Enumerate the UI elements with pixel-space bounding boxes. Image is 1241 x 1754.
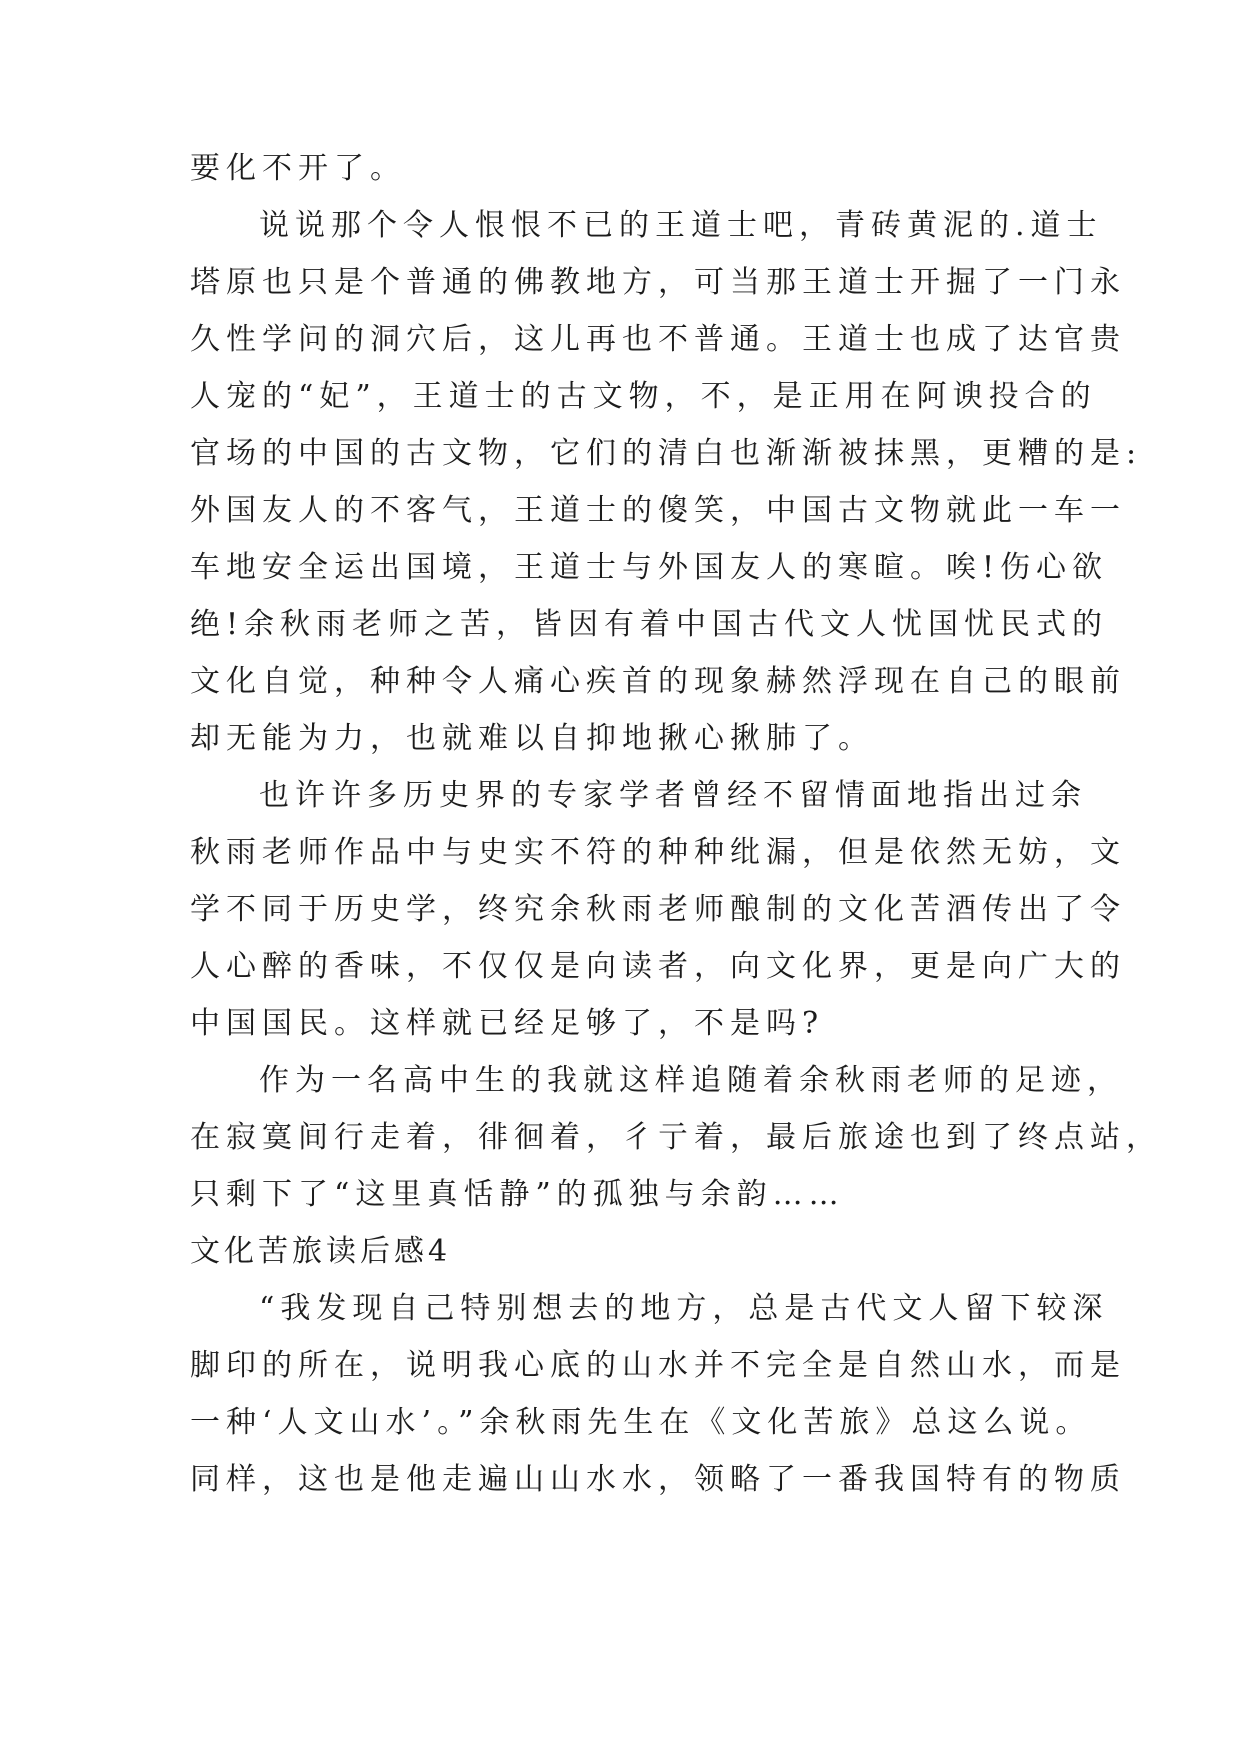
text-line: 久性学问的洞穴后，这儿再也不普通。王道士也成了达官贵 <box>190 322 1126 357</box>
text-line: 要化不开了。 <box>190 151 406 186</box>
paragraph-first-line: 作为一名高中生的我就这样追随着余秋雨老师的足迹， <box>259 1063 1123 1098</box>
paragraph-first-line: 也许许多历史界的专家学者曾经不留情面地指出过余 <box>259 778 1087 813</box>
text-line: 秋雨老师作品中与史实不符的种种纰漏，但是依然无妨，文 <box>190 835 1126 870</box>
text-line: 只剩下了“这里真恬静”的孤独与余韵…… <box>190 1177 845 1212</box>
text-line: 官场的中国的古文物，它们的清白也渐渐被抹黑，更糟的是: <box>190 436 1143 471</box>
paragraph-first-line: 说说那个令人恨恨不已的王道士吧，青砖黄泥的.道士 <box>259 208 1103 243</box>
text-line: 人心醉的香味，不仅仅是向读者，向文化界，更是向广大的 <box>190 949 1126 984</box>
text-line: 绝!余秋雨老师之苦，皆因有着中国古代文人忧国忧民式的 <box>190 607 1109 642</box>
text-line: 塔原也只是个普通的佛教地方，可当那王道士开掘了一门永 <box>190 265 1126 300</box>
text-line: 人宠的“妃”，王道士的古文物，不，是正用在阿谀投合的 <box>190 379 1097 414</box>
text-line: 车地安全运出国境，王道士与外国友人的寒暄。唉!伤心欲 <box>190 550 1109 585</box>
document-body <box>190 140 1162 1508</box>
text-line: 同样，这也是他走遍山山水水，领略了一番我国特有的物质 <box>190 1462 1126 1497</box>
section-heading: 文化苦旅读后感4 <box>190 1234 452 1269</box>
text-line: 一种‘人文山水’。”余秋雨先生在《文化苦旅》总这么说。 <box>190 1405 1092 1440</box>
text-line: 文化自觉，种种令人痛心疾首的现象赫然浮现在自己的眼前 <box>190 664 1126 699</box>
text-line: 在寂寞间行走着，徘徊着，彳亍着，最后旅途也到了终点站， <box>190 1120 1162 1155</box>
text-line: 脚印的所在，说明我心底的山水并不完全是自然山水，而是 <box>190 1348 1126 1383</box>
text-line: 学不同于历史学，终究余秋雨老师酿制的文化苦酒传出了令 <box>190 892 1126 927</box>
text-line: 外国友人的不客气，王道士的傻笑，中国古文物就此一车一 <box>190 493 1126 528</box>
paragraph-first-line: “我发现自己特别想去的地方，总是古代文人留下较深 <box>259 1291 1109 1326</box>
text-line: 却无能为力，也就难以自抑地揪心揪肺了。 <box>190 721 874 756</box>
text-line: 中国国民。这样就已经足够了，不是吗? <box>190 1006 825 1041</box>
